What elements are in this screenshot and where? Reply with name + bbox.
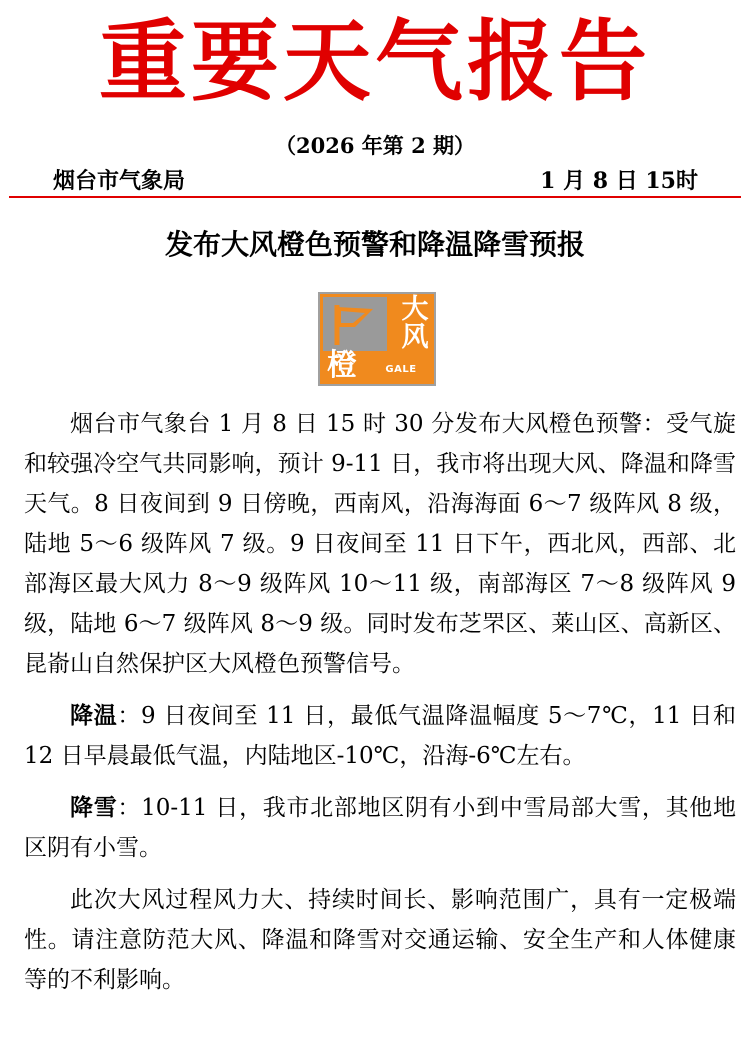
issue-datetime: 1 月 8 日 15时 xyxy=(540,168,698,194)
gale-orange-warning-signal xyxy=(318,292,436,386)
issuer: 烟台市气象局 xyxy=(53,168,186,194)
signal-level-char: 橙 xyxy=(327,348,357,383)
red-divider xyxy=(9,196,741,198)
issue-number: （2026 年第 2 期） xyxy=(275,133,475,158)
paragraph-advice: 此次大风过程风力大、持续时间长、影响范围广，具有一定极端性。请注意防范大风、降温和降雪对交通运输、安全生产和人体健康等的不利影响。 xyxy=(24,887,736,993)
paragraph-snowfall: 降雪：10-11 日，我市北部地区阴有小到中雪局部大雪，其他地区阴有小雪。 xyxy=(24,794,736,861)
report-body xyxy=(24,404,736,1000)
signal-char-feng: 风 xyxy=(401,322,429,353)
cooling-lead: 降温 xyxy=(70,702,118,729)
report-title: 重要天气报告 xyxy=(98,9,651,113)
paragraph-warning: 烟台市气象台 1 月 8 日 15 时 30 分发布大风橙色预警：受气旋和较强冷空气共同影响，预计 9-11 日，我市将出现大风、降温和降雪天气。8 日夜间到 9 日傍晚，西南风，沿海海面 6～7 级阵风 8 级，陆地 5～6 级阵风 7 级。9 日夜间至 11 日下午，西北风，西部、北部海区最大风力 8～9 级阵风 10～11 级，南部海区 7～8 级阵风 9 级，陆地 6～7 级阵风 8～9 级。同时发布芝罘区、莱山区、高新区、昆嵛山自然保护区大风橙色预警信号。 xyxy=(24,411,736,677)
paragraph-cooling: 降温：9 日夜间至 11 日，最低气温降温幅度 5～7℃，11 日和 12 日早晨最低气温，内陆地区-10℃，沿海-6℃左右。 xyxy=(24,702,737,769)
snowfall-lead: 降雪 xyxy=(70,794,118,821)
wind-flag-icon xyxy=(329,301,379,347)
meta-row xyxy=(0,164,750,194)
flag-panel xyxy=(323,297,387,351)
signal-char-da: 大 xyxy=(401,294,429,325)
headline: 发布大风橙色预警和降温降雪预报 xyxy=(164,228,585,261)
signal-code: GALE xyxy=(385,364,417,375)
